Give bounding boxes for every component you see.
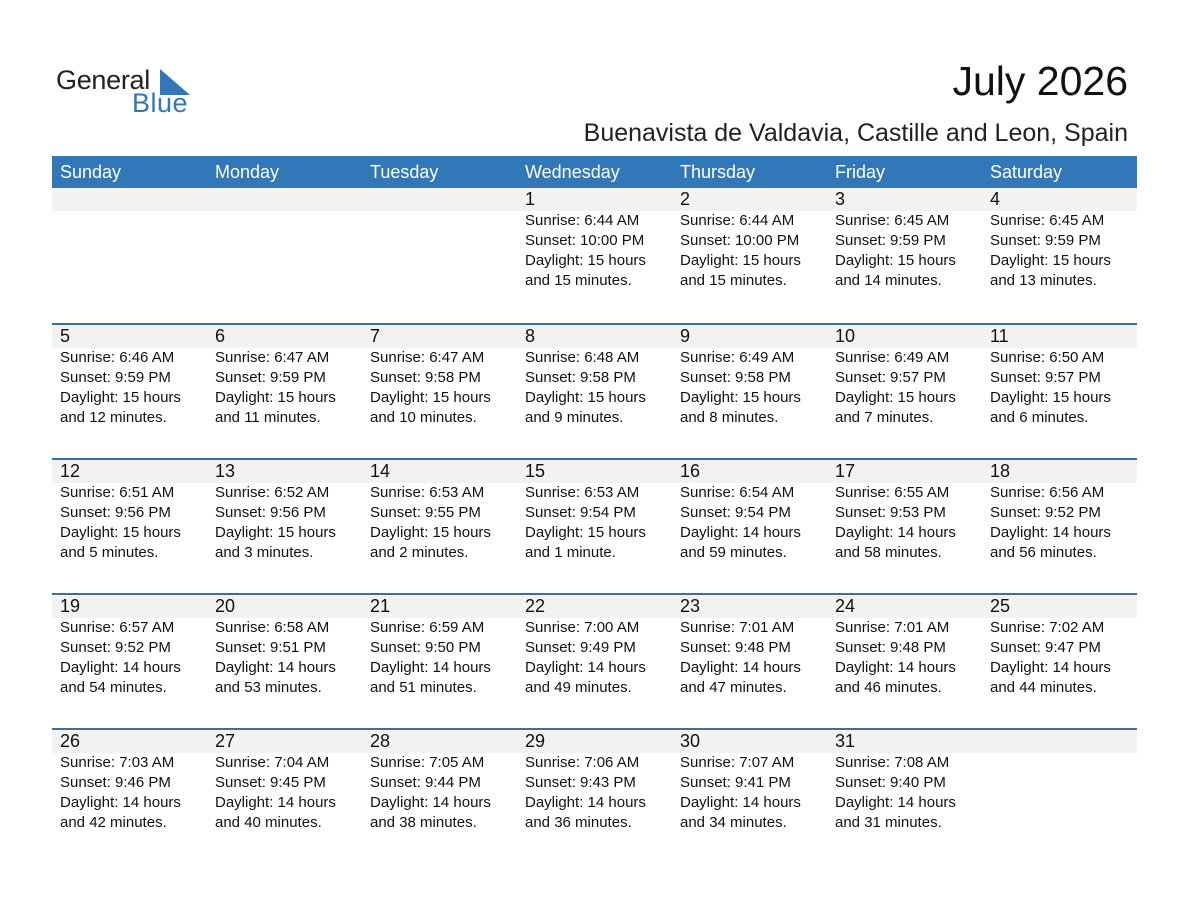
empty-day-cell [982, 730, 1137, 833]
day-cell [672, 325, 827, 428]
day-cell [52, 325, 207, 428]
sunset-text: Sunset: 9:49 PM [525, 639, 636, 656]
day-number: 21 [370, 596, 391, 616]
sunrise-text: Sunrise: 7:07 AM [680, 754, 795, 771]
sunrise-text: Sunrise: 6:55 AM [835, 484, 950, 501]
day-cell [982, 460, 1137, 563]
weekday-header: Tuesday [370, 162, 439, 182]
sunrise-text: Sunrise: 6:49 AM [835, 349, 950, 366]
daylight-minutes-text: and 44 minutes. [990, 679, 1097, 696]
daylight-minutes-text: and 12 minutes. [60, 409, 167, 426]
day-number: 3 [835, 189, 846, 209]
sunrise-text: Sunrise: 7:06 AM [525, 754, 640, 771]
sunset-text: Sunset: 9:58 PM [680, 369, 791, 386]
day-cell [982, 325, 1137, 428]
day-number: 5 [60, 326, 71, 346]
sunrise-text: Sunrise: 6:53 AM [370, 484, 485, 501]
sunrise-text: Sunrise: 7:08 AM [835, 754, 950, 771]
sunset-text: Sunset: 9:46 PM [60, 774, 171, 791]
daylight-minutes-text: and 36 minutes. [525, 814, 632, 831]
day-number: 20 [215, 596, 236, 616]
daylight-text: Daylight: 14 hours [60, 659, 181, 676]
sunrise-text: Sunrise: 7:00 AM [525, 619, 640, 636]
sunset-text: Sunset: 9:59 PM [990, 232, 1101, 249]
sunset-text: Sunset: 9:40 PM [835, 774, 946, 791]
sunset-text: Sunset: 9:58 PM [525, 369, 636, 386]
sunrise-text: Sunrise: 6:48 AM [525, 349, 640, 366]
sunset-text: Sunset: 9:48 PM [835, 639, 946, 656]
daylight-minutes-text: and 9 minutes. [525, 409, 624, 426]
sunset-text: Sunset: 10:00 PM [680, 232, 800, 249]
week-row [52, 593, 1137, 728]
day-number: 7 [370, 326, 381, 346]
sunrise-text: Sunrise: 6:56 AM [990, 484, 1105, 501]
daylight-minutes-text: and 1 minute. [525, 544, 616, 561]
sunrise-text: Sunrise: 7:05 AM [370, 754, 485, 771]
sunrise-text: Sunrise: 6:49 AM [680, 349, 795, 366]
day-number: 22 [525, 596, 546, 616]
sunrise-text: Sunrise: 6:47 AM [215, 349, 330, 366]
week-cells [52, 325, 1137, 428]
weeks-container [52, 188, 1137, 863]
day-cell [517, 188, 672, 291]
weekday-header-row [52, 156, 1137, 188]
day-cell [672, 730, 827, 833]
daylight-text: Daylight: 14 hours [680, 524, 801, 541]
sunset-text: Sunset: 9:44 PM [370, 774, 481, 791]
sunrise-text: Sunrise: 6:44 AM [525, 212, 640, 229]
week-cells [52, 188, 1137, 291]
weekday-header: Wednesday [525, 162, 620, 182]
sunset-text: Sunset: 9:54 PM [680, 504, 791, 521]
sunset-text: Sunset: 10:00 PM [525, 232, 645, 249]
sunset-text: Sunset: 9:53 PM [835, 504, 946, 521]
sunset-text: Sunset: 9:47 PM [990, 639, 1101, 656]
day-cell [672, 188, 827, 291]
day-number: 16 [680, 461, 701, 481]
day-cell [362, 730, 517, 833]
day-cell [207, 730, 362, 833]
sunset-text: Sunset: 9:58 PM [370, 369, 481, 386]
daylight-minutes-text: and 3 minutes. [215, 544, 314, 561]
weekday-header: Thursday [680, 162, 756, 182]
day-number: 1 [525, 189, 536, 209]
daylight-text: Daylight: 15 hours [680, 252, 801, 269]
weekday-header: Monday [215, 162, 280, 182]
brand-word-general: General [56, 65, 150, 95]
sunset-text: Sunset: 9:52 PM [990, 504, 1101, 521]
day-cell [362, 325, 517, 428]
day-cell [827, 730, 982, 833]
daylight-text: Daylight: 15 hours [835, 389, 956, 406]
daylight-minutes-text: and 15 minutes. [680, 272, 787, 289]
daylight-minutes-text: and 47 minutes. [680, 679, 787, 696]
page-title: July 2026 [952, 58, 1128, 104]
daylight-minutes-text: and 11 minutes. [215, 409, 321, 426]
day-number: 15 [525, 461, 546, 481]
daylight-minutes-text: and 40 minutes. [215, 814, 322, 831]
sunrise-text: Sunrise: 7:04 AM [215, 754, 330, 771]
sunrise-text: Sunrise: 7:03 AM [60, 754, 175, 771]
daylight-text: Daylight: 15 hours [60, 524, 181, 541]
sunset-text: Sunset: 9:59 PM [60, 369, 171, 386]
day-number: 11 [990, 326, 1009, 346]
day-number: 30 [680, 731, 701, 751]
sunrise-text: Sunrise: 6:45 AM [835, 212, 950, 229]
sunset-text: Sunset: 9:43 PM [525, 774, 636, 791]
week-cells [52, 460, 1137, 563]
daylight-text: Daylight: 14 hours [835, 794, 956, 811]
day-number: 2 [680, 189, 691, 209]
sunset-text: Sunset: 9:51 PM [215, 639, 326, 656]
daylight-text: Daylight: 14 hours [370, 794, 491, 811]
day-number: 29 [525, 731, 546, 751]
daylight-text: Daylight: 14 hours [680, 659, 801, 676]
sunrise-text: Sunrise: 7:02 AM [990, 619, 1105, 636]
day-number: 26 [60, 731, 81, 751]
daylight-text: Daylight: 14 hours [215, 794, 336, 811]
sunset-text: Sunset: 9:55 PM [370, 504, 481, 521]
day-cell [52, 730, 207, 833]
daylight-text: Daylight: 14 hours [835, 659, 956, 676]
daylight-text: Daylight: 15 hours [370, 524, 491, 541]
daylight-minutes-text: and 42 minutes. [60, 814, 167, 831]
day-number: 24 [835, 596, 856, 616]
day-number: 13 [215, 461, 236, 481]
day-number: 23 [680, 596, 701, 616]
daylight-minutes-text: and 2 minutes. [370, 544, 469, 561]
day-number: 28 [370, 731, 391, 751]
daylight-text: Daylight: 15 hours [835, 252, 956, 269]
day-number: 10 [835, 326, 856, 346]
week-row [52, 458, 1137, 593]
brand-logo [56, 64, 196, 120]
day-number: 18 [990, 461, 1011, 481]
sunrise-text: Sunrise: 6:53 AM [525, 484, 640, 501]
daylight-text: Daylight: 14 hours [60, 794, 181, 811]
week-cells [52, 730, 1137, 833]
sunset-text: Sunset: 9:57 PM [990, 369, 1101, 386]
day-cell [517, 595, 672, 698]
day-cell [672, 460, 827, 563]
daylight-text: Daylight: 14 hours [990, 524, 1111, 541]
sunrise-text: Sunrise: 7:01 AM [835, 619, 950, 636]
daylight-text: Daylight: 14 hours [990, 659, 1111, 676]
day-cell [827, 595, 982, 698]
daylight-text: Daylight: 15 hours [525, 389, 646, 406]
empty-day-cell [362, 188, 517, 291]
day-number: 12 [60, 461, 81, 481]
daylight-text: Daylight: 15 hours [215, 389, 336, 406]
sunset-text: Sunset: 9:57 PM [835, 369, 946, 386]
daylight-text: Daylight: 15 hours [990, 389, 1111, 406]
location-subtitle: Buenavista de Valdavia, Castille and Leon, Spain [583, 119, 1128, 147]
daylight-minutes-text: and 54 minutes. [60, 679, 167, 696]
daylight-minutes-text: and 49 minutes. [525, 679, 632, 696]
daylight-text: Daylight: 14 hours [525, 659, 646, 676]
daylight-text: Daylight: 14 hours [680, 794, 801, 811]
day-cell [52, 595, 207, 698]
sunset-text: Sunset: 9:59 PM [215, 369, 326, 386]
weekday-header: Saturday [990, 162, 1063, 182]
sunrise-text: Sunrise: 6:46 AM [60, 349, 175, 366]
daylight-text: Daylight: 15 hours [215, 524, 336, 541]
day-cell [827, 188, 982, 291]
daylight-text: Daylight: 15 hours [60, 389, 181, 406]
sunrise-text: Sunrise: 6:51 AM [60, 484, 175, 501]
sunset-text: Sunset: 9:52 PM [60, 639, 171, 656]
sunset-text: Sunset: 9:45 PM [215, 774, 326, 791]
sunset-text: Sunset: 9:41 PM [680, 774, 791, 791]
day-cell [207, 460, 362, 563]
daylight-minutes-text: and 53 minutes. [215, 679, 322, 696]
daylight-minutes-text: and 58 minutes. [835, 544, 942, 561]
day-cell [517, 325, 672, 428]
sunset-text: Sunset: 9:56 PM [60, 504, 171, 521]
daylight-minutes-text: and 46 minutes. [835, 679, 942, 696]
daylight-minutes-text: and 56 minutes. [990, 544, 1097, 561]
daylight-minutes-text: and 8 minutes. [680, 409, 779, 426]
daylight-minutes-text: and 14 minutes. [835, 272, 942, 289]
daylight-minutes-text: and 34 minutes. [680, 814, 787, 831]
day-cell [362, 595, 517, 698]
daylight-minutes-text: and 7 minutes. [835, 409, 934, 426]
day-cell [982, 595, 1137, 698]
day-cell [672, 595, 827, 698]
day-cell [52, 460, 207, 563]
sunrise-text: Sunrise: 6:59 AM [370, 619, 485, 636]
week-row [52, 323, 1137, 458]
day-number: 27 [215, 731, 236, 751]
day-cell [207, 595, 362, 698]
calendar-grid [52, 156, 1137, 863]
day-cell [827, 460, 982, 563]
sunset-text: Sunset: 9:50 PM [370, 639, 481, 656]
sunrise-text: Sunrise: 6:45 AM [990, 212, 1105, 229]
day-number: 8 [525, 326, 536, 346]
empty-day-cell [207, 188, 362, 291]
daylight-text: Daylight: 14 hours [525, 794, 646, 811]
day-number: 17 [835, 461, 856, 481]
day-cell [517, 730, 672, 833]
sunrise-text: Sunrise: 6:54 AM [680, 484, 795, 501]
day-number: 31 [835, 731, 856, 751]
day-number: 14 [370, 461, 391, 481]
week-row [52, 728, 1137, 863]
week-row [52, 188, 1137, 323]
sunrise-text: Sunrise: 6:52 AM [215, 484, 330, 501]
daylight-minutes-text: and 10 minutes. [370, 409, 477, 426]
sunset-text: Sunset: 9:56 PM [215, 504, 326, 521]
daylight-text: Daylight: 14 hours [835, 524, 956, 541]
day-number: 19 [60, 596, 81, 616]
day-number: 4 [990, 189, 1001, 209]
daylight-text: Daylight: 15 hours [370, 389, 491, 406]
day-cell [517, 460, 672, 563]
daylight-text: Daylight: 14 hours [215, 659, 336, 676]
daylight-text: Daylight: 15 hours [525, 252, 646, 269]
daylight-minutes-text: and 15 minutes. [525, 272, 632, 289]
sunrise-text: Sunrise: 6:44 AM [680, 212, 795, 229]
daylight-minutes-text: and 5 minutes. [60, 544, 159, 561]
sunset-text: Sunset: 9:54 PM [525, 504, 636, 521]
sunrise-text: Sunrise: 7:01 AM [680, 619, 795, 636]
daylight-minutes-text: and 59 minutes. [680, 544, 787, 561]
sunrise-text: Sunrise: 6:50 AM [990, 349, 1105, 366]
day-number: 25 [990, 596, 1011, 616]
daylight-text: Daylight: 15 hours [990, 252, 1111, 269]
daylight-minutes-text: and 31 minutes. [835, 814, 942, 831]
week-cells [52, 595, 1137, 698]
day-cell [982, 188, 1137, 291]
sunset-text: Sunset: 9:59 PM [835, 232, 946, 249]
daylight-text: Daylight: 15 hours [525, 524, 646, 541]
daylight-minutes-text: and 51 minutes. [370, 679, 477, 696]
day-number: 9 [680, 326, 691, 346]
empty-day-cell [52, 188, 207, 291]
daylight-minutes-text: and 6 minutes. [990, 409, 1089, 426]
weekday-header: Friday [835, 162, 886, 182]
sunrise-text: Sunrise: 6:58 AM [215, 619, 330, 636]
daylight-minutes-text: and 13 minutes. [990, 272, 1097, 289]
day-number: 6 [215, 326, 226, 346]
day-cell [827, 325, 982, 428]
sunset-text: Sunset: 9:48 PM [680, 639, 791, 656]
brand-word-blue: Blue [132, 88, 189, 118]
sunrise-text: Sunrise: 6:47 AM [370, 349, 485, 366]
day-cell [362, 460, 517, 563]
daylight-text: Daylight: 14 hours [370, 659, 491, 676]
daylight-text: Daylight: 15 hours [680, 389, 801, 406]
day-cell [207, 325, 362, 428]
weekday-header: Sunday [60, 162, 122, 182]
daylight-minutes-text: and 38 minutes. [370, 814, 477, 831]
sunrise-text: Sunrise: 6:57 AM [60, 619, 175, 636]
